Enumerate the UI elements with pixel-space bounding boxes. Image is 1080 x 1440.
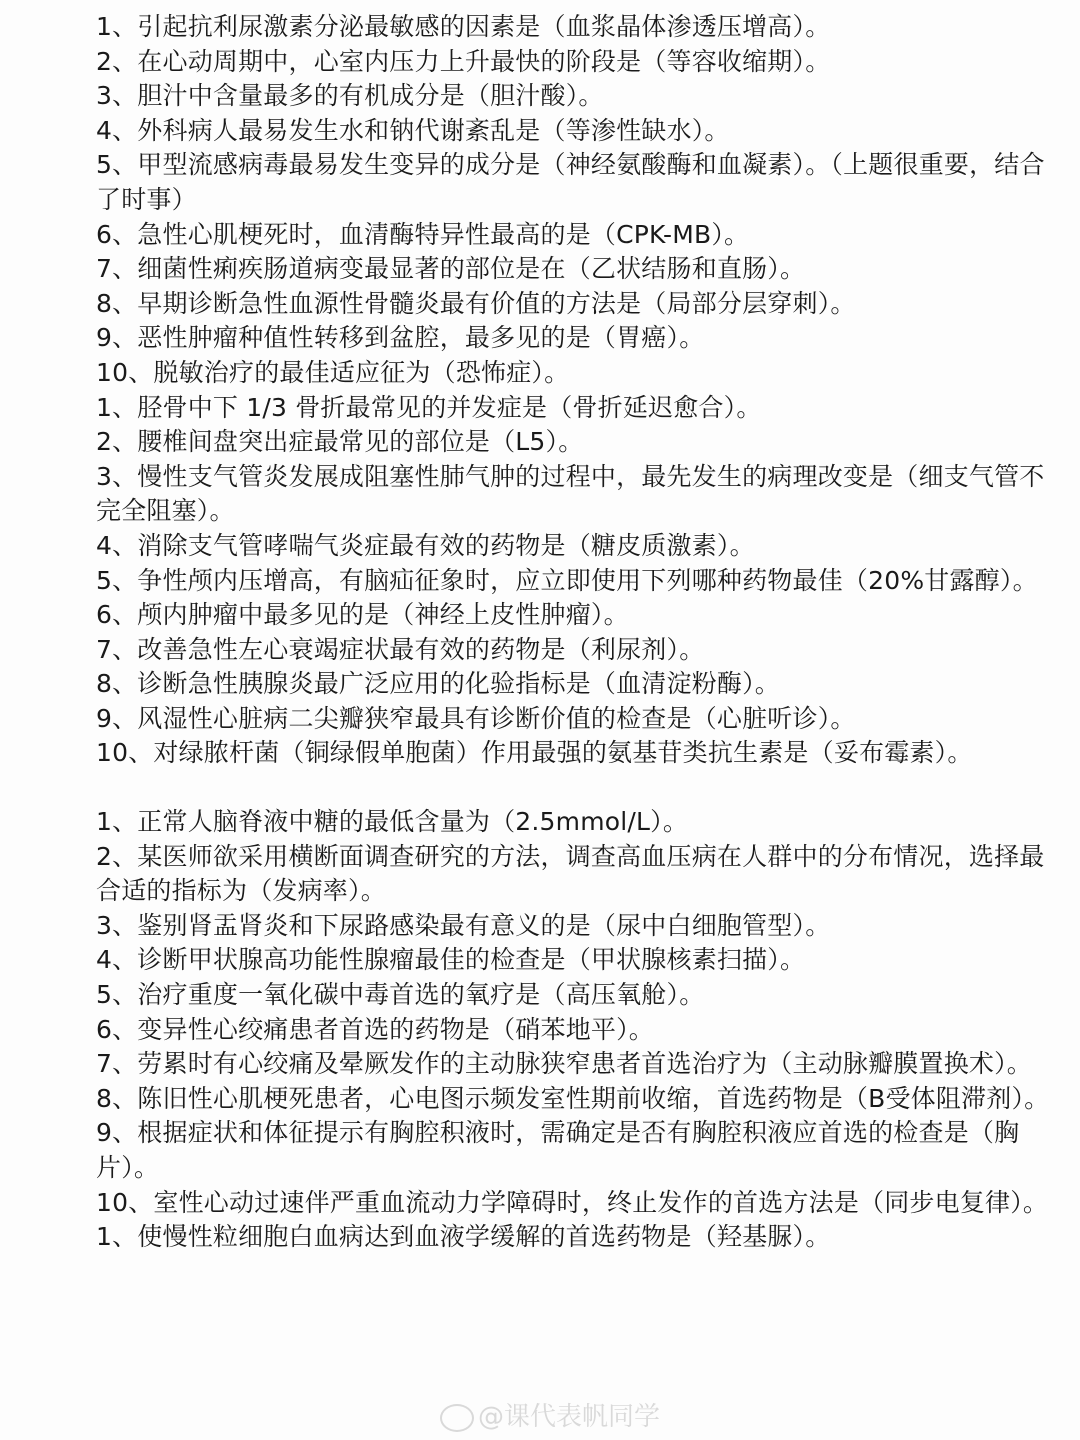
watermark xyxy=(440,1396,660,1433)
list-item: 4、消除支气管哮喘气炎症最有效的药物是（糖皮质激素）。 xyxy=(96,530,755,560)
list-item: 9、恶性肿瘤种值性转移到盆腔，最多见的是（胃癌）。 xyxy=(96,323,705,353)
list-item: 3、胆汁中含量最多的有机成分是（胆汁酸）。 xyxy=(96,81,604,111)
list-item: 3、慢性支气管炎发展成阻塞性肺气肿的过程中，最先发生的病理改变是（细支气管不完全阻塞）。 xyxy=(96,461,1045,526)
list-item: 6、急性心肌梗死时，血清酶特异性最高的是（CPK-MB）。 xyxy=(96,219,750,249)
list-item: 8、早期诊断急性血源性骨髓炎最有价值的方法是（局部分层穿刺）。 xyxy=(96,288,856,318)
section-spacer xyxy=(96,771,1056,805)
section-2 xyxy=(96,805,1056,1255)
list-item: 4、外科病人最易发生水和钠代谢紊乱是（等渗性缺水）。 xyxy=(96,115,730,145)
list-item: 10、对绿脓杆菌（铜绿假单胞菌）作用最强的氨基苷类抗生素是（妥布霉素）。 xyxy=(96,738,973,768)
list-item: 1、正常人脑脊液中糖的最低含量为（2.5mmol/L）。 xyxy=(96,807,689,837)
list-item: 1、引起抗利尿激素分泌最敏感的因素是（血浆晶体渗透压增高）。 xyxy=(96,12,831,41)
list-item: 2、某医师欲采用横断面调查研究的方法，调查高血压病在人群中的分布情况，选择最合适的指标为（发病率）。 xyxy=(96,841,1045,906)
list-item: 2、在心动周期中，心室内压力上升最快的阶段是（等容收缩期）。 xyxy=(96,46,831,76)
list-item: 9、风湿性心脏病二尖瓣狭窄最具有诊断价值的检查是（心脏听诊）。 xyxy=(96,703,856,733)
list-item: 6、变异性心绞痛患者首选的药物是（硝苯地平）。 xyxy=(96,1014,655,1044)
weibo-icon xyxy=(440,1404,474,1432)
list-item: 5、治疗重度一氧化碳中毒首选的氧疗是（高压氧舱）。 xyxy=(96,980,705,1010)
list-item: 3、鉴别肾盂肾炎和下尿路感染最有意义的是（尿中白细胞管型）。 xyxy=(96,910,831,940)
list-item: 1、使慢性粒细胞白血病达到血液学缓解的首选药物是（羟基脲）。 xyxy=(96,1222,831,1252)
list-item: 8、陈旧性心肌梗死患者，心电图示频发室性期前收缩，首选药物是（B受体阻滞剂）。 xyxy=(96,1083,1050,1113)
list-item: 4、诊断甲状腺高功能性腺瘤最佳的检查是（甲状腺核素扫描）。 xyxy=(96,945,806,975)
list-item: 1、胫骨中下 1/3 骨折最常见的并发症是（骨折延迟愈合）。 xyxy=(96,392,762,422)
watermark-text: @课代表帆同学 xyxy=(478,1402,661,1432)
list-item: 10、脱敏治疗的最佳适应征为（恐怖症）。 xyxy=(96,357,570,387)
list-item: 5、争性颅内压增高，有脑疝征象时，应立即使用下列哪种药物最佳（20%甘露醇）。 xyxy=(96,565,1038,595)
list-item: 2、腰椎间盘突出症最常见的部位是（L5）。 xyxy=(96,427,584,457)
list-item: 5、甲型流感病毒最易发生变异的成分是（神经氨酸酶和血凝素）。（上题很重要，结合了时事） xyxy=(96,150,1045,214)
list-item: 7、细菌性痢疾肠道病变最显著的部位是在（乙状结肠和直肠）。 xyxy=(96,254,806,284)
list-item: 9、根据症状和体征提示有胸腔积液时，需确定是否有胸腔积液应首选的检查是（胸片）。 xyxy=(96,1118,1020,1182)
section-1 xyxy=(96,10,1056,771)
list-item: 7、改善急性左心衰竭症状最有效的药物是（利尿剂）。 xyxy=(96,634,705,664)
question-list xyxy=(96,10,1056,1255)
list-item: 7、劳累时有心绞痛及晕厥发作的主动脉狭窄患者首选治疗为（主动脉瓣膜置换术）。 xyxy=(96,1049,1033,1079)
list-item: 10、室性心动过速伴严重血流动力学障碍时，终止发作的首选方法是（同步电复律）。 xyxy=(96,1187,1049,1217)
list-item: 6、颅内肿瘤中最多见的是（神经上皮性肿瘤）。 xyxy=(96,600,629,630)
list-item: 8、诊断急性胰腺炎最广泛应用的化验指标是（血清淀粉酶）。 xyxy=(96,669,781,699)
